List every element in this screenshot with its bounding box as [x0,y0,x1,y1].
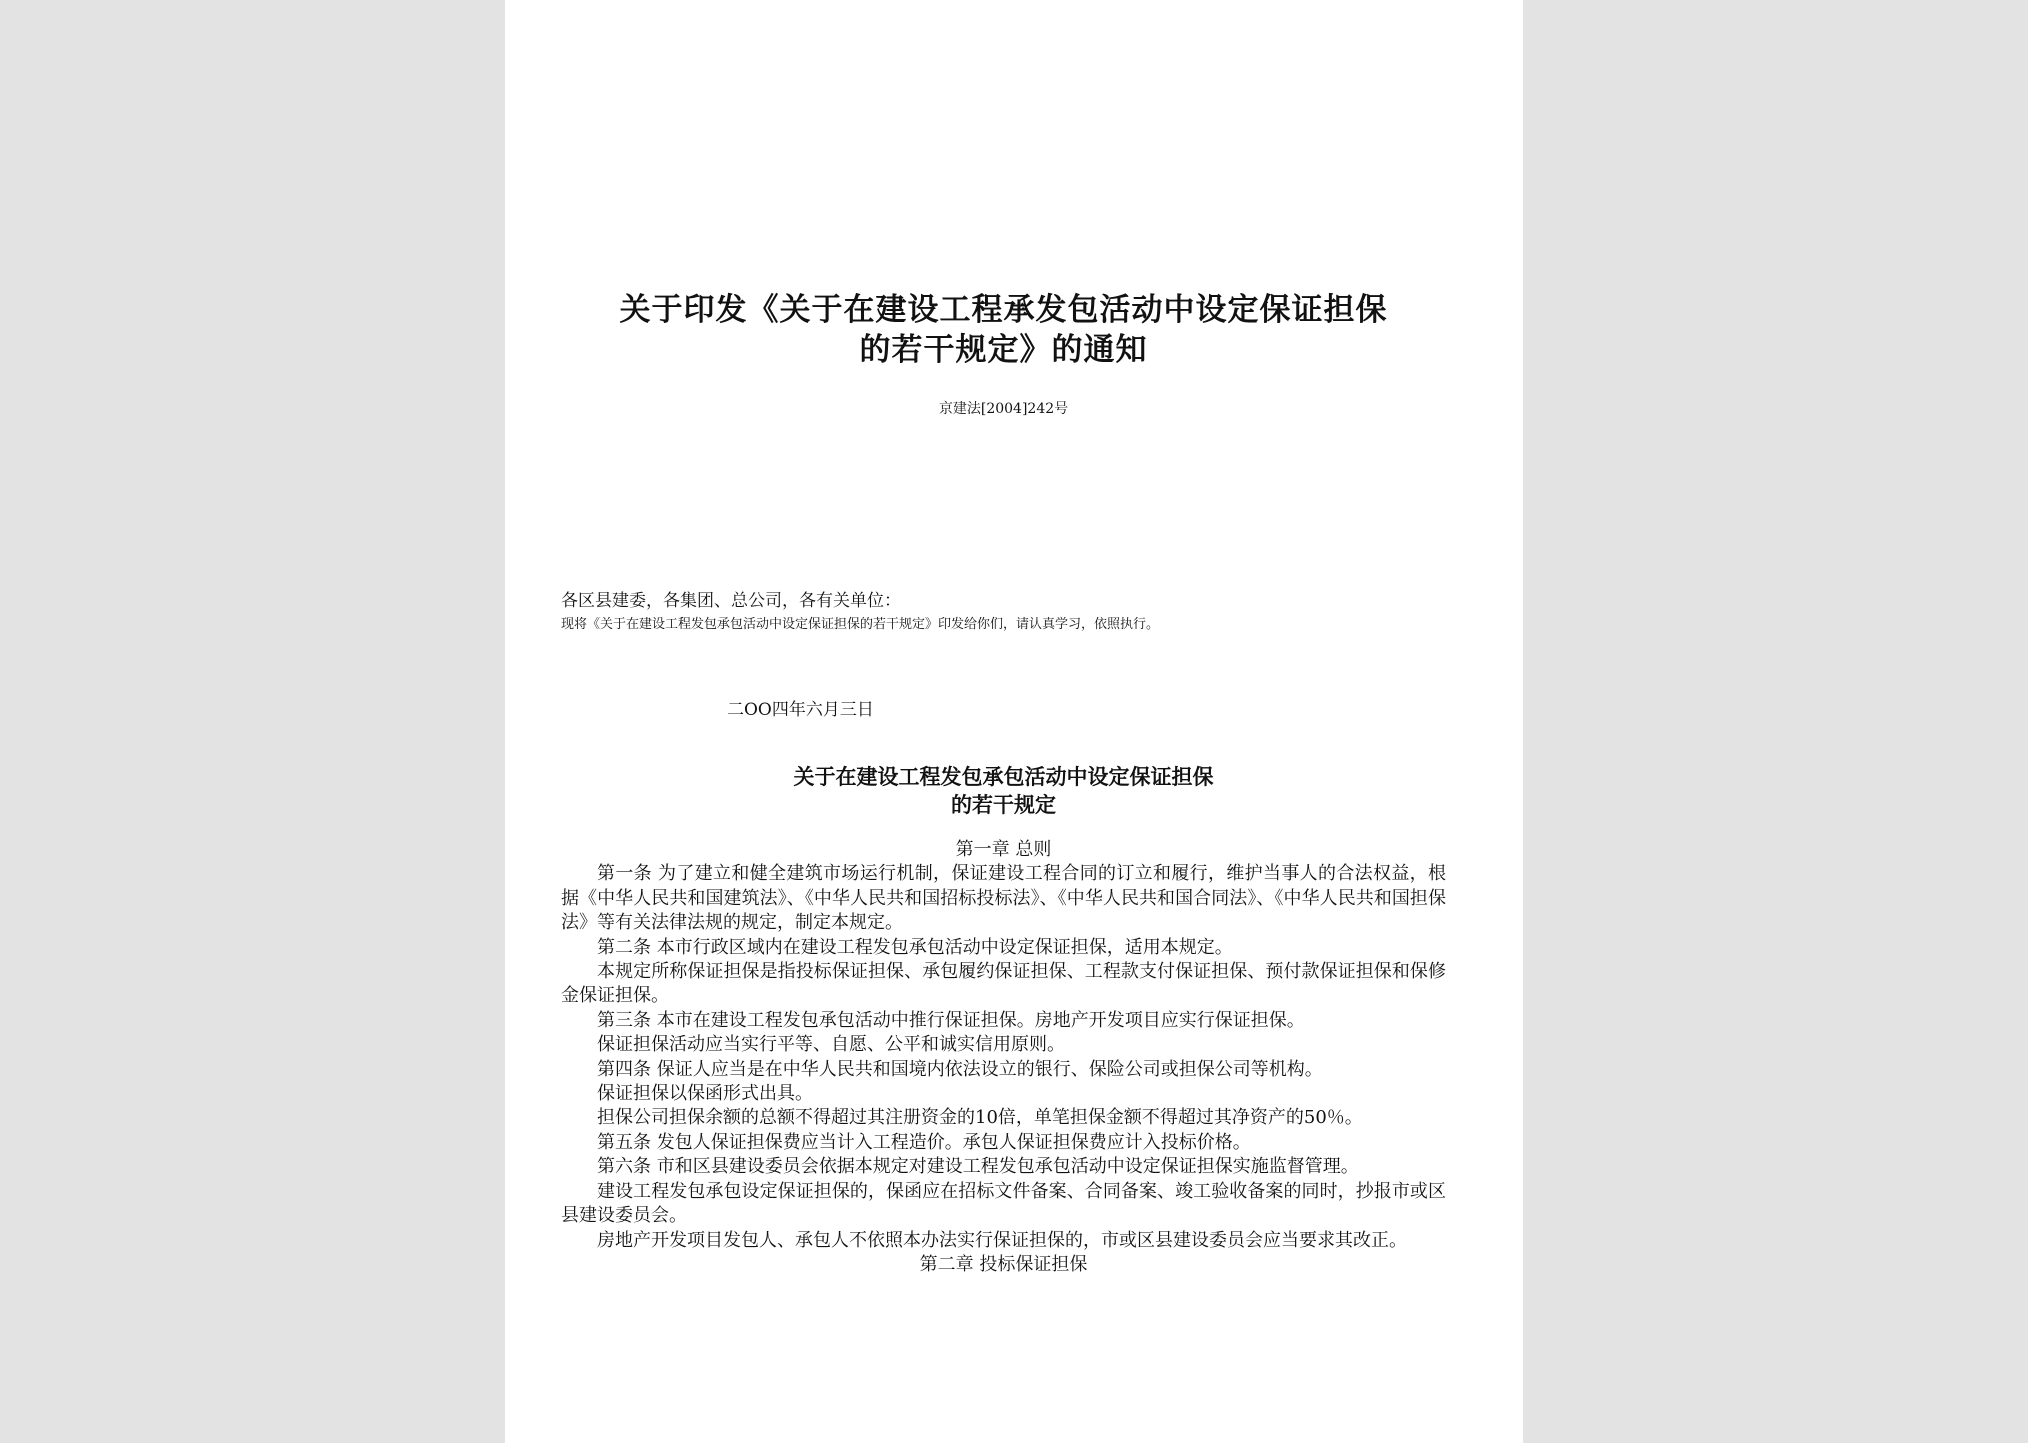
document-page [505,0,1523,1443]
article-paragraph: 担保公司担保余额的总额不得超过其注册资金的10倍，单笔担保金额不得超过其净资产的50％。 [597,1107,1363,1129]
article-paragraph: 房地产开发项目发包人、承包人不依照本办法实行保证担保的，市或区县建设委员会应当要求其改正。 [597,1229,1407,1251]
article-paragraph: 第二条 本市行政区域内在建设工程发包承包活动中设定保证担保，适用本规定。 [597,936,1233,958]
regulation-title [561,763,1446,819]
addressee-line: 各区县建委，各集团、总公司，各有关单位： [561,591,901,611]
document-title-line-2: 的若干规定》的通知 [859,332,1148,368]
notice-text: 现将《关于在建设工程发包承包活动中设定保证担保的若干规定》印发给你们，请认真学习，依照执行。 [561,617,1160,632]
article-paragraph: 第五条 发包人保证担保费应当计入工程造价。承包人保证担保费应计入投标价格。 [597,1131,1251,1153]
issue-date: 二OO四年六月三日 [727,700,874,720]
article-paragraph: 本规定所称保证担保是指投标保证担保、承包履约保证担保、工程款支付保证担保、预付款保证担保和保修金保证担保。 [561,961,1446,1007]
regulation-title-line-2: 的若干规定 [951,792,1056,817]
regulation-title-line-1: 关于在建设工程发包承包活动中设定保证担保 [793,764,1214,789]
document-title [561,290,1446,370]
article-paragraph: 第六条 市和区县建设委员会依据本规定对建设工程发包承包活动中设定保证担保实施监督管理。 [597,1156,1359,1178]
chapter-heading: 第一章 总则 [955,839,1052,860]
article-paragraph: 建设工程发包承包设定保证担保的，保函应在招标文件备案、合同备案、竣工验收备案的同时，抄报市或区县建设委员会。 [561,1180,1446,1227]
regulation-body [561,838,1446,1277]
article-paragraph: 保证担保以保函形式出具。 [597,1083,813,1105]
article-paragraph: 保证担保活动应当实行平等、自愿、公平和诚实信用原则。 [597,1034,1065,1056]
document-number: 京建法[2004]242号 [938,401,1069,417]
chapter-heading: 第二章 投标保证担保 [919,1253,1088,1275]
article-paragraph: 第四条 保证人应当是在中华人民共和国境内依法设立的银行、保险公司或担保公司等机构。 [597,1058,1323,1080]
document-title-line-1: 关于印发《关于在建设工程承发包活动中设定保证担保 [619,292,1388,328]
article-paragraph: 第三条 本市在建设工程发包承包活动中推行保证担保。房地产开发项目应实行保证担保。 [597,1009,1305,1031]
article-paragraph: 第一条 为了建立和健全建筑市场运行机制，保证建设工程合同的订立和履行，维护当事人的合法权益，根据《中华人民共和国建筑法》、《中华人民共和国招标投标法》、《中华人民共和国合同法》、《中华人民共和国担保法》等有关法律法规的规定，制定本规定。 [561,863,1446,934]
